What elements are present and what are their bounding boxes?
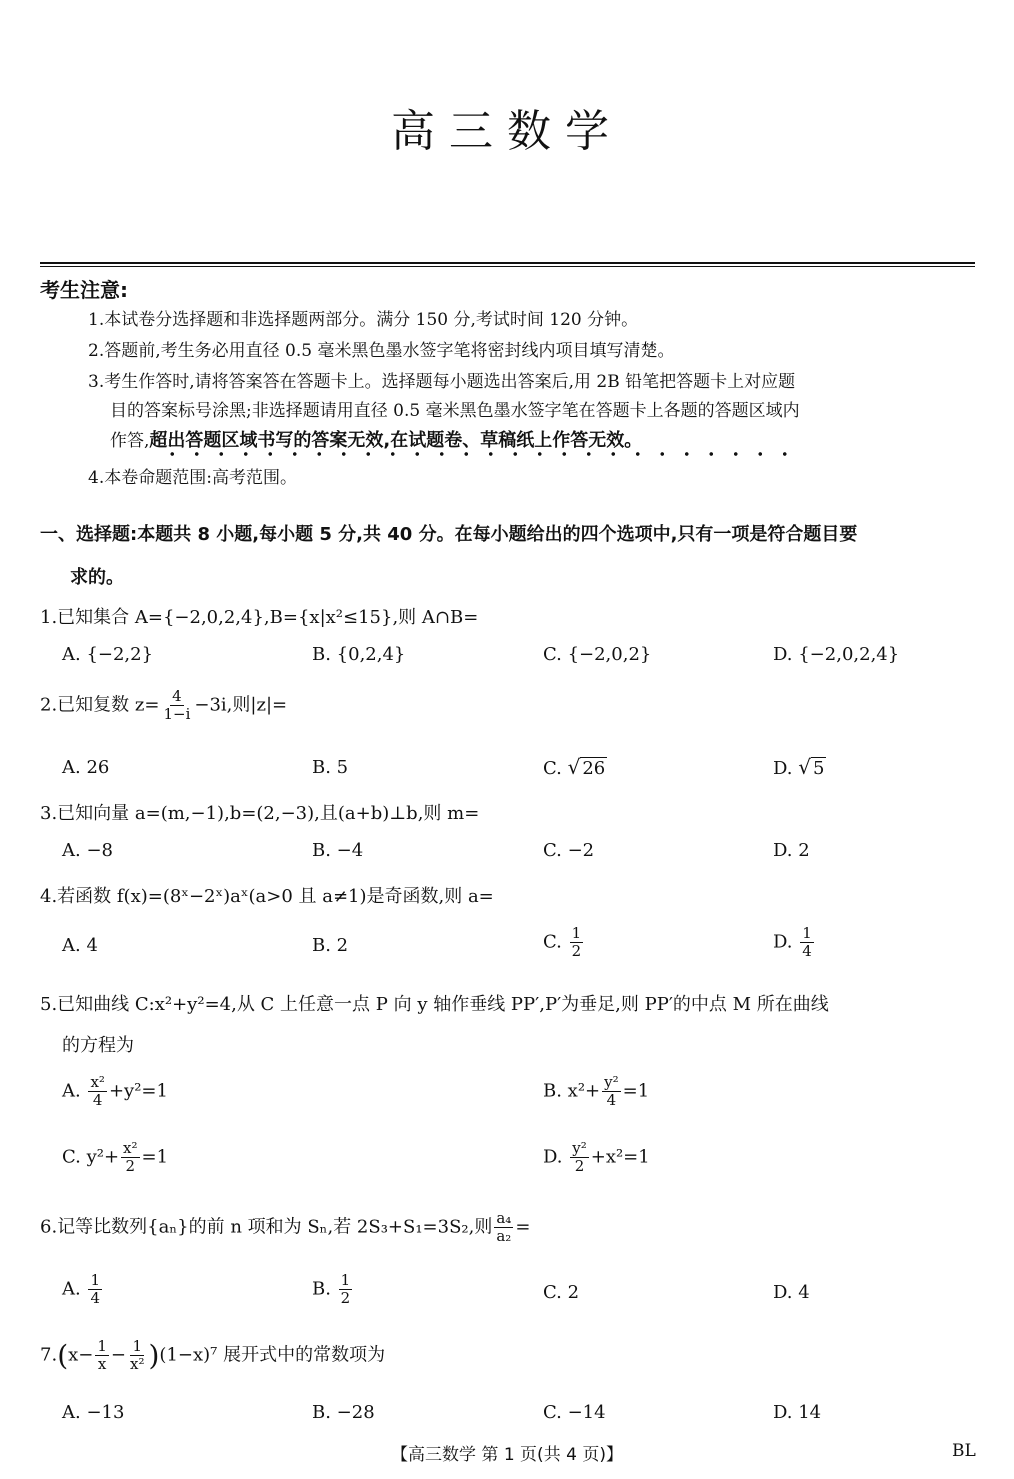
q5-d-num: y² xyxy=(572,1139,587,1157)
q6-fraction xyxy=(494,1210,513,1245)
q4-c-den: 2 xyxy=(571,942,582,960)
q7-option-d: D. 14 xyxy=(773,1402,822,1423)
q4-option-a: A. 4 xyxy=(62,935,98,956)
q1-option-c: C. {−2,0,2} xyxy=(543,644,652,665)
sqrt-symbol: √ xyxy=(798,755,811,779)
q5-d-fraction xyxy=(570,1140,589,1175)
question-3-stem: 3.已知向量 a=(m,−1),b=(2,−3),且(a+b)⊥b,则 m= xyxy=(40,803,480,824)
q2-option-b: B. 5 xyxy=(312,757,349,778)
q3-option-a: A. −8 xyxy=(62,840,113,861)
q7-open-paren: ( xyxy=(57,1339,69,1372)
q6-option-b xyxy=(312,1272,354,1307)
notice-heading: 考生注意: xyxy=(40,278,128,302)
q7-prefix: 7. xyxy=(40,1344,58,1366)
q6-b-fraction xyxy=(339,1272,353,1307)
page-title: 高三数学 xyxy=(391,106,623,157)
notice-item-3-cont: 目的答案标号涂黑;非选择题请用直径 0.5 毫米黑色墨水签字笔在答题卡上各题的答题区域内 xyxy=(110,401,800,421)
q2-c-prefix: C. xyxy=(543,758,568,779)
q6-suffix: = xyxy=(515,1216,531,1238)
q7-option-c: C. −14 xyxy=(543,1402,606,1423)
q5-a-den: 4 xyxy=(92,1091,103,1109)
q7-option-a: A. −13 xyxy=(62,1402,125,1423)
header-rule-thin xyxy=(40,266,975,267)
q5-b-num: y² xyxy=(604,1073,619,1091)
q4-c-prefix: C. xyxy=(543,931,568,953)
q3-option-d: D. 2 xyxy=(773,840,810,861)
question-2-stem xyxy=(40,688,287,723)
q7-den-1: x xyxy=(97,1355,107,1373)
q7-close-paren: ) xyxy=(148,1339,160,1372)
q5-option-b xyxy=(543,1074,649,1109)
q1-option-d: D. {−2,0,2,4} xyxy=(773,644,900,665)
q5-b-fraction xyxy=(602,1074,621,1109)
q7-suffix: (1−x)⁷ 展开式中的常数项为 xyxy=(159,1344,386,1366)
q5-a-fraction xyxy=(88,1074,106,1109)
q7-den-2: x² xyxy=(130,1355,145,1373)
q7-x-term: x− xyxy=(68,1344,94,1366)
section-heading-cont: 求的。 xyxy=(70,567,124,588)
q2-option-d xyxy=(773,755,826,779)
q5-c-num: x² xyxy=(123,1139,138,1157)
question-5-stem: 5.已知曲线 C:x²+y²=4,从 C 上任意一点 P 向 y 轴作垂线 PP′,P′为垂足,则 PP′的中点 M 所在曲线 xyxy=(40,994,829,1015)
emphasis-dots xyxy=(160,451,790,457)
footer-code: BL xyxy=(952,1441,976,1461)
question-7-stem xyxy=(40,1338,385,1373)
q1-option-b: B. {0,2,4} xyxy=(312,644,406,665)
page-footer: 【高三数学 第 1 页(共 4 页)】 xyxy=(391,1445,623,1465)
q2-option-c xyxy=(543,755,607,779)
q5-a-num: x² xyxy=(90,1073,105,1091)
q4-c-num: 1 xyxy=(571,924,582,942)
question-5-stem-cont: 的方程为 xyxy=(62,1035,134,1056)
q6-a-num: 1 xyxy=(90,1271,100,1289)
q6-b-prefix: B. xyxy=(312,1278,337,1300)
q5-c-fraction xyxy=(121,1140,139,1175)
q4-c-fraction xyxy=(570,925,584,960)
question-4-stem: 4.若函数 f(x)=(8ˣ−2ˣ)aˣ(a>0 且 a≠1)是奇函数,则 a= xyxy=(40,886,494,907)
q3-option-c: C. −2 xyxy=(543,840,595,861)
notice-item-3-tail: 作答, xyxy=(110,431,150,451)
q2-d-prefix: D. xyxy=(773,758,799,779)
notice-item-1: 1.本试卷分选择题和非选择题两部分。满分 150 分,考试时间 120 分钟。 xyxy=(88,310,639,330)
q5-c-suffix: =1 xyxy=(141,1146,169,1168)
q7-fraction-1 xyxy=(95,1338,109,1373)
section-heading: 一、选择题:本题共 8 小题,每小题 5 分,共 40 分。在每小题给出的四个选项中,只有一项是符合题目要 xyxy=(40,524,858,545)
q6-option-d: D. 4 xyxy=(773,1282,810,1303)
q4-d-num: 1 xyxy=(802,924,812,942)
header-rule-thick xyxy=(40,262,975,264)
q2-suffix: −3i,则|z|= xyxy=(194,694,288,716)
q5-d-den: 2 xyxy=(574,1157,585,1175)
q7-option-b: B. −28 xyxy=(312,1402,375,1423)
question-6-stem xyxy=(40,1210,530,1245)
q2-prefix: 2.已知复数 z= xyxy=(40,694,160,716)
q5-b-suffix: =1 xyxy=(622,1080,650,1102)
q4-option-d xyxy=(773,925,816,960)
q4-d-den: 4 xyxy=(802,942,812,960)
q5-d-suffix: +x²=1 xyxy=(590,1146,650,1168)
q7-minus: − xyxy=(110,1344,126,1366)
q4-d-fraction xyxy=(800,925,814,960)
notice-item-3: 3.考生作答时,请将答案答在答题卡上。选择题每小题选出答案后,用 2B 铅笔把答题卡上对应题 xyxy=(88,372,796,392)
q7-num-1: 1 xyxy=(97,1337,107,1355)
q2-option-a: A. 26 xyxy=(62,757,110,778)
q3-option-b: B. −4 xyxy=(312,840,364,861)
q2-c-radicand: 26 xyxy=(582,758,606,779)
sqrt-symbol: √ xyxy=(567,755,581,779)
q6-a-prefix: A. xyxy=(62,1278,87,1300)
notice-item-3-end xyxy=(110,426,642,452)
q5-d-prefix: D. xyxy=(543,1146,569,1168)
q5-option-c xyxy=(62,1140,168,1175)
q5-option-d xyxy=(543,1140,650,1175)
q6-a-den: 4 xyxy=(90,1289,100,1307)
notice-item-4: 4.本卷命题范围:高考范围。 xyxy=(88,468,297,488)
q6-num: a₄ xyxy=(496,1209,512,1227)
notice-emphasis: 超出答题区域书写的答案无效,在试题卷、草稿纸上作答无效。 xyxy=(149,430,643,451)
q5-b-den: 4 xyxy=(606,1091,617,1109)
q7-fraction-2 xyxy=(128,1338,146,1373)
q5-c-den: 2 xyxy=(125,1157,136,1175)
q4-option-b: B. 2 xyxy=(312,935,349,956)
q2-den: 1−i xyxy=(163,705,191,723)
q4-d-prefix: D. xyxy=(773,931,799,953)
q6-b-den: 2 xyxy=(340,1289,351,1307)
notice-item-2: 2.答题前,考生务必用直径 0.5 毫米黑色墨水签字笔将密封线内项目填写清楚。 xyxy=(88,341,675,361)
q5-option-a xyxy=(62,1074,168,1109)
q6-option-c: C. 2 xyxy=(543,1282,580,1303)
q4-option-c xyxy=(543,925,585,960)
q2-num: 4 xyxy=(172,687,182,705)
q5-b-prefix: B. x²+ xyxy=(543,1080,601,1102)
q6-b-num: 1 xyxy=(340,1271,351,1289)
q2-fraction xyxy=(161,688,192,723)
q1-option-a: A. {−2,2} xyxy=(62,644,154,665)
question-1-stem: 1.已知集合 A={−2,0,2,4},B={x|x²≤15},则 A∩B= xyxy=(40,607,479,628)
q5-a-prefix: A. xyxy=(62,1080,87,1102)
q2-d-radicand: 5 xyxy=(812,758,825,779)
q5-a-suffix: +y²=1 xyxy=(108,1080,168,1102)
q7-num-2: 1 xyxy=(132,1337,143,1355)
q5-c-prefix: C. y²+ xyxy=(62,1146,120,1168)
q6-option-a xyxy=(62,1272,104,1307)
q6-prefix: 6.记等比数列{aₙ}的前 n 项和为 Sₙ,若 2S₃+S₁=3S₂,则 xyxy=(40,1216,493,1238)
q6-a-fraction xyxy=(88,1272,102,1307)
q6-den: a₂ xyxy=(496,1227,512,1245)
